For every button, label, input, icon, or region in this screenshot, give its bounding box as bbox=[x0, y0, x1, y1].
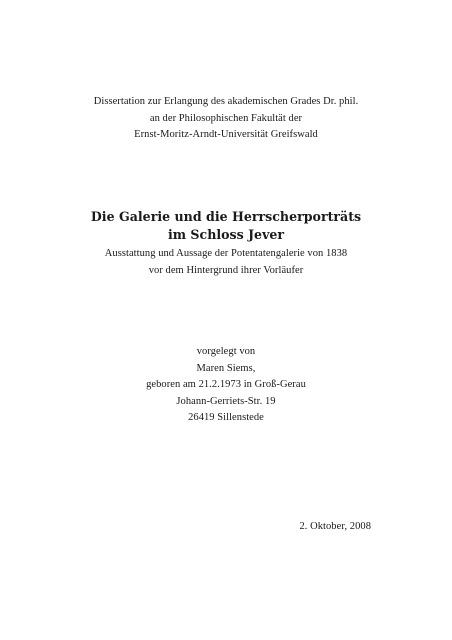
subtitle-line-1: Ausstattung und Aussage der Potentatengalerie von 1838 bbox=[104, 248, 348, 259]
subtitle-line-2: vor dem Hintergrund ihrer Vorläufer bbox=[148, 264, 304, 276]
author-birth: geboren am 21.2.1973 in Groß-Gerau bbox=[146, 379, 306, 390]
author-city: 26419 Sillenstede bbox=[188, 412, 264, 423]
submission-date: 2. Oktober, 2008 bbox=[299, 521, 371, 532]
title-line-1: Die Galerie und die Herrscherporträts bbox=[90, 209, 362, 224]
author-info bbox=[0, 344, 452, 427]
header-line-degree: Dissertation zur Erlangung des akademischen Grades Dr. phil. bbox=[93, 96, 359, 107]
author-street: Johann-Gerriets-Str. 19 bbox=[176, 395, 276, 407]
author-name: Maren Siems, bbox=[196, 362, 256, 374]
document-title bbox=[0, 208, 452, 244]
author-submitted-by: vorgelegt von bbox=[196, 346, 256, 357]
header-line-university: Ernst-Moritz-Arndt-Universität Greifswald bbox=[134, 129, 318, 140]
document-subtitle bbox=[0, 246, 452, 279]
header-line-faculty: an der Philosophischen Fakultät der bbox=[149, 112, 303, 124]
title-line-2: im Schloss Jever bbox=[167, 227, 285, 242]
dissertation-header bbox=[0, 94, 452, 144]
